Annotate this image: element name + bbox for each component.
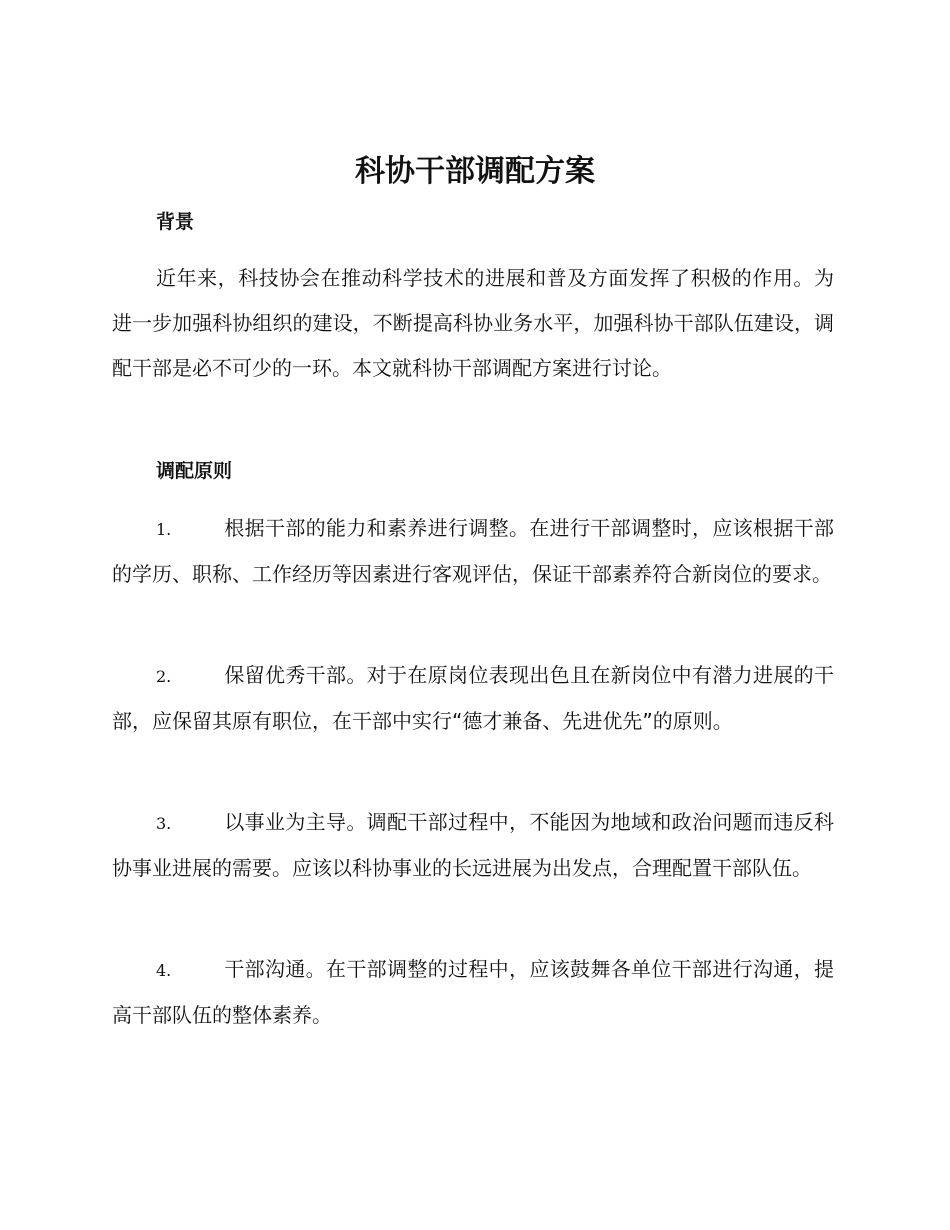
- principle-item-2: [112, 653, 834, 744]
- principle-item-4: [112, 947, 834, 1038]
- section-heading-principles: 调配原则: [156, 460, 233, 482]
- list-item-text: 根据干部的能力和素养进行调整。在进行干部调整时，应该根据干部的学历、职称、工作经历等因素进行客观评估，保证干部素养符合新岗位的要求。: [112, 516, 834, 586]
- list-number: 1.: [156, 520, 172, 539]
- list-item-text: 保留优秀干部。对于在原岗位表现出色且在新岗位中有潜力进展的干部，应保留其原有职位，在干部中实行“德才兼备、先进优先”的原则。: [112, 663, 834, 733]
- list-item-text: 以事业为主导。调配干部过程中，不能因为地域和政治问题而违反科协事业进展的需要。应该以科协事业的长远进展为出发点，合理配置干部队伍。: [112, 810, 834, 880]
- document-title: 科协干部调配方案: [355, 154, 595, 189]
- list-item-text: 干部沟通。在干部调整的过程中，应该鼓舞各单位干部进行沟通，提高干部队伍的整体素养。: [112, 957, 834, 1027]
- principle-item-3: [112, 800, 834, 891]
- principle-item-1: [112, 506, 834, 597]
- background-paragraph: 近年来，科技协会在推动科学技术的进展和普及方面发挥了积极的作用。为进一步加强科协组织的建设，不断提高科协业务水平，加强科协干部队伍建设，调配干部是必不可少的一环。本文就科协干部调配方案进行讨论。: [112, 266, 834, 380]
- list-number: 4.: [156, 961, 172, 980]
- section-heading-background: 背景: [156, 211, 195, 233]
- list-number: 2.: [156, 667, 172, 686]
- list-number: 3.: [156, 814, 172, 833]
